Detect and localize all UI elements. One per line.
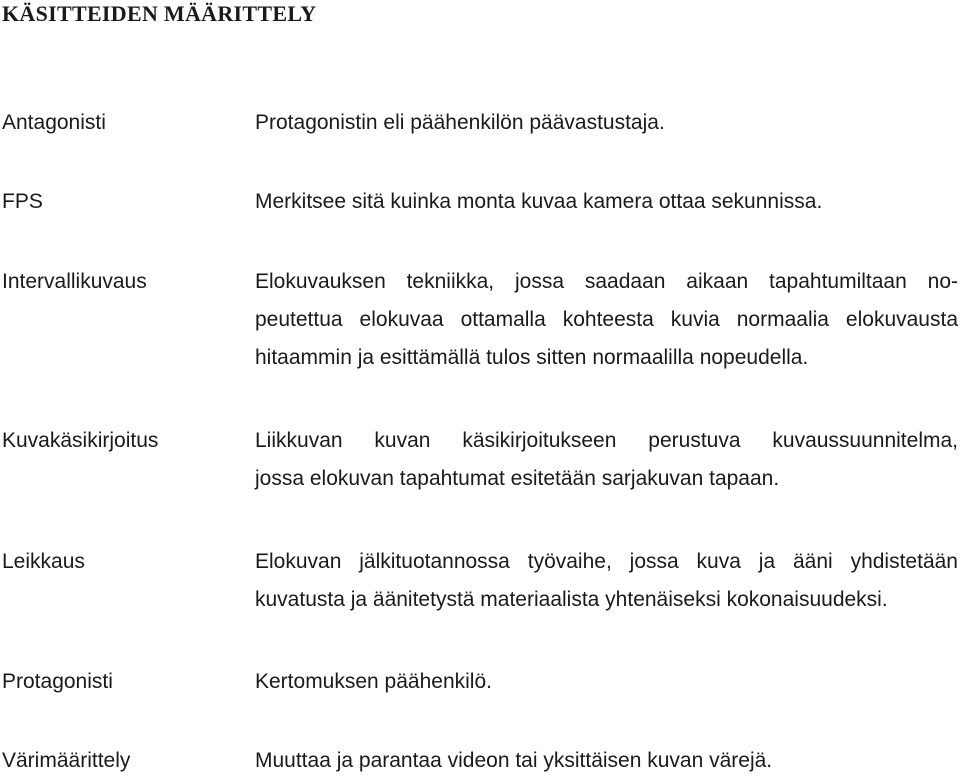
glossary-definition	[255, 663, 958, 701]
definition-line: jossa elokuvan tapahtumat esitetään sarjakuvan tapaan.	[255, 467, 780, 490]
glossary-term: Leikkaus	[2, 550, 85, 573]
definition-line: hitaammin ja esittämällä tulos sitten normaalilla nopeudella.	[255, 346, 809, 369]
glossary-term: Värimäärittely	[2, 749, 131, 772]
glossary-definition	[255, 263, 958, 377]
glossary-definition	[255, 104, 958, 142]
glossary-definition	[255, 543, 958, 619]
definition-line: Elokuvauksen tekniikka, jossa saadaan aikaan tapahtumiltaan no-	[255, 270, 958, 293]
definition-line: kuvatusta ja äänitetystä materiaalista yhtenäiseksi kokonaisuudeksi.	[255, 588, 888, 611]
glossary-term: Kuvakäsikirjoitus	[2, 429, 159, 452]
definition-line: Protagonistin eli päähenkilön päävastustaja.	[255, 111, 665, 134]
page-title: KÄSITTEIDEN MÄÄRITTELY	[2, 1, 317, 26]
definition-line: Merkitsee sitä kuinka monta kuvaa kamera ottaa sekunnissa.	[255, 190, 823, 213]
glossary-definition	[255, 742, 958, 780]
definition-line: Liikkuvan kuvan käsikirjoitukseen perustuva kuvaussuunnitelma,	[255, 429, 958, 452]
glossary-term: Antagonisti	[2, 111, 106, 134]
definition-line: peutettua elokuvaa ottamalla kohteesta kuvia normaalia elokuvausta	[255, 308, 958, 331]
glossary-definition	[255, 422, 958, 498]
glossary-definition	[255, 183, 958, 221]
definition-line: Elokuvan jälkituotannossa työvaihe, jossa kuva ja ääni yhdistetään	[255, 550, 958, 573]
definition-line: Muuttaa ja parantaa videon tai yksittäisen kuvan värejä.	[255, 749, 773, 772]
glossary-term: FPS	[2, 190, 43, 213]
definition-line: Kertomuksen päähenkilö.	[255, 670, 492, 693]
glossary-term: Intervallikuvaus	[2, 270, 147, 293]
glossary-term: Protagonisti	[2, 670, 113, 693]
